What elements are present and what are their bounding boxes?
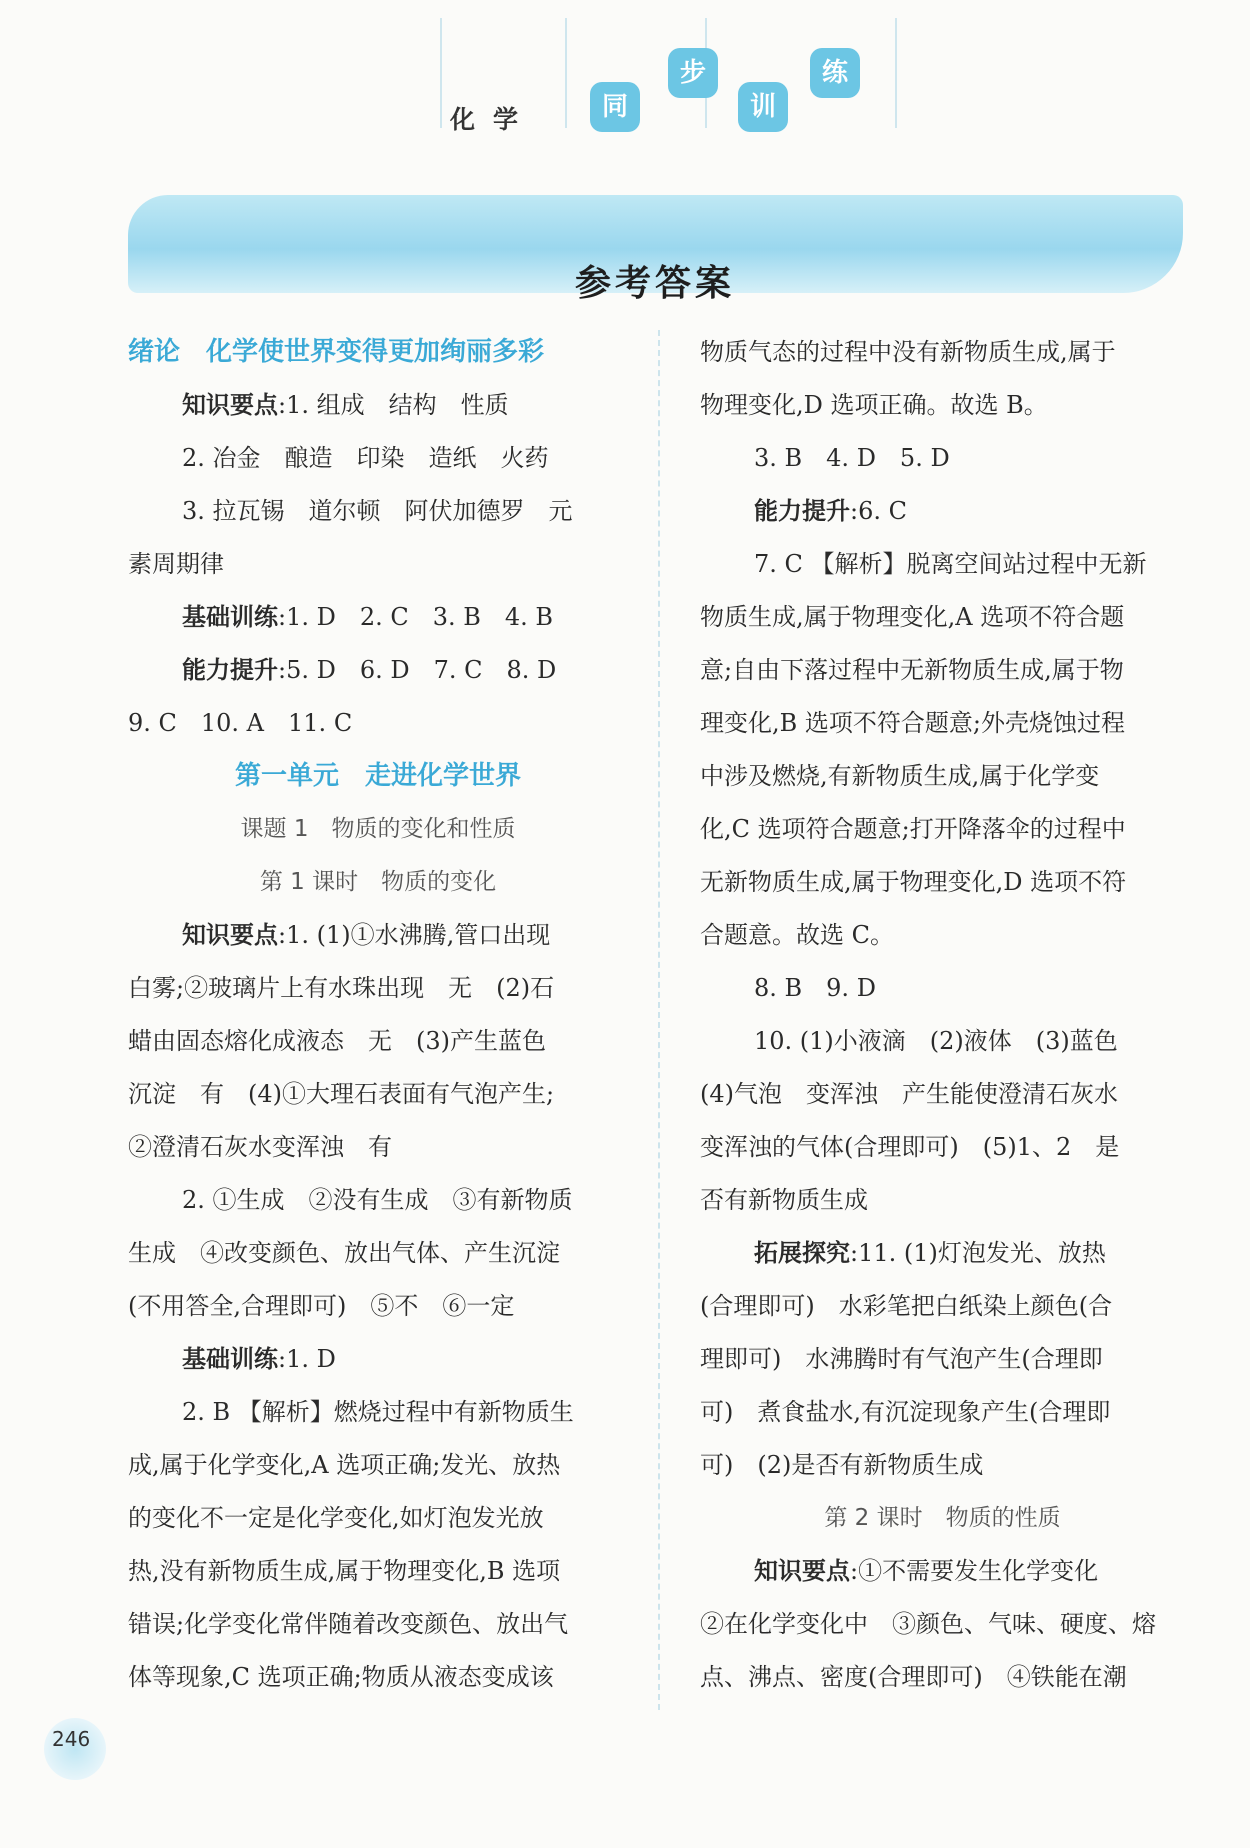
answer-line <box>128 1227 628 1280</box>
answer-line <box>700 379 1185 432</box>
answer-line <box>700 432 1185 485</box>
page-number: 246 <box>44 1718 106 1780</box>
answer-text: 错误;化学变化常伴随着改变颜色、放出气 <box>128 1610 569 1638</box>
answer-text: 物质气态的过程中没有新物质生成,属于 <box>700 338 1116 366</box>
answer-label: 基础训练 <box>182 1345 278 1373</box>
answer-text: ②在化学变化中 ③颜色、气味、硬度、熔 <box>700 1610 1156 1638</box>
answer-line <box>700 644 1185 697</box>
page-header <box>0 0 1250 165</box>
answer-text: 2. ①生成 ②没有生成 ③有新物质 <box>182 1186 573 1214</box>
header-rule <box>440 18 442 128</box>
answer-line <box>128 538 628 591</box>
header-rule <box>895 18 897 128</box>
answer-text: (合理即可) 水彩笔把白纸染上颜色(合 <box>700 1292 1113 1320</box>
answer-text: 无新物质生成,属于物理变化,D 选项不符 <box>700 868 1127 896</box>
right-column <box>700 326 1185 1704</box>
answer-text: 2. 冶金 酿造 印染 造纸 火药 <box>182 444 549 472</box>
answer-line <box>700 591 1185 644</box>
answer-line <box>700 1015 1185 1068</box>
answer-text: 的变化不一定是化学变化,如灯泡发光放 <box>128 1504 544 1532</box>
answer-text: 物质生成,属于物理变化,A 选项不符合题 <box>700 603 1125 631</box>
answer-label: 基础训练 <box>182 603 278 631</box>
answer-text: ②澄清石灰水变浑浊 有 <box>128 1133 392 1161</box>
answer-text: 第 1 课时 物质的变化 <box>259 869 497 895</box>
answer-text: 中涉及燃烧,有新物质生成,属于化学变 <box>700 762 1100 790</box>
answer-line <box>700 909 1185 962</box>
answer-line <box>128 909 628 962</box>
section-heading <box>128 326 628 379</box>
answer-text: :5. D 6. D 7. C 8. D <box>278 656 557 684</box>
answer-text: 体等现象,C 选项正确;物质从液态变成该 <box>128 1663 554 1691</box>
section-heading <box>128 750 628 803</box>
answer-text: 7. C 【解析】脱离空间站过程中无新 <box>754 550 1147 578</box>
lesson-heading <box>128 803 628 856</box>
answer-text: 绪论 化学使世界变得更加绚丽多彩 <box>128 337 545 367</box>
answer-line <box>128 591 628 644</box>
answer-label: 知识要点 <box>182 391 278 419</box>
answer-line <box>700 1227 1185 1280</box>
answer-line <box>700 1651 1185 1704</box>
answer-line <box>128 1386 628 1439</box>
answer-text: 蜡由固态熔化成液态 无 (3)产生蓝色 <box>128 1027 546 1055</box>
answer-line <box>128 1015 628 1068</box>
answer-text: 第一单元 走进化学世界 <box>234 761 521 791</box>
answer-line <box>700 1174 1185 1227</box>
answer-label: 拓展探究 <box>754 1239 850 1267</box>
answer-line <box>128 697 628 750</box>
answer-text: 第 2 课时 物质的性质 <box>824 1505 1061 1531</box>
answer-line <box>700 1386 1185 1439</box>
answer-label: 能力提升 <box>182 656 278 684</box>
answer-text: 合题意。故选 C。 <box>700 921 894 949</box>
answer-line <box>128 1280 628 1333</box>
answer-line <box>128 379 628 432</box>
series-char-badge: 步 <box>668 48 718 98</box>
answer-line <box>128 1068 628 1121</box>
answer-text: :1. (1)①水沸腾,管口出现 <box>278 921 551 949</box>
answer-line <box>128 1333 628 1386</box>
answer-text: 白雾;②玻璃片上有水珠出现 无 (2)石 <box>128 974 555 1002</box>
answer-text: 化,C 选项符合题意;打开降落伞的过程中 <box>700 815 1126 843</box>
answer-text: 生成 ④改变颜色、放出气体、产生沉淀 <box>128 1239 560 1267</box>
answer-text: :1. 组成 结构 性质 <box>278 391 509 419</box>
answer-text: 8. B 9. D <box>754 974 876 1002</box>
answer-line <box>128 1651 628 1704</box>
answer-line <box>128 1492 628 1545</box>
lesson-heading <box>128 856 628 909</box>
answer-line <box>700 750 1185 803</box>
answer-text: (4)气泡 变浑浊 产生能使澄清石灰水 <box>700 1080 1118 1108</box>
answer-text: 热,没有新物质生成,属于物理变化,B 选项 <box>128 1557 561 1585</box>
answer-line <box>700 962 1185 1015</box>
answer-line <box>128 962 628 1015</box>
answer-text: 点、沸点、密度(合理即可) ④铁能在潮 <box>700 1663 1127 1691</box>
answer-text: 9. C 10. A 11. C <box>128 709 353 737</box>
answer-text: 可) 煮食盐水,有沉淀现象产生(合理即 <box>700 1398 1111 1426</box>
answer-line <box>128 1121 628 1174</box>
answer-line <box>700 1068 1185 1121</box>
answer-line <box>700 326 1185 379</box>
answer-text: 沉淀 有 (4)①大理石表面有气泡产生; <box>128 1080 555 1108</box>
answer-line <box>700 1121 1185 1174</box>
answer-line <box>128 432 628 485</box>
answer-text: 否有新物质生成 <box>700 1186 868 1214</box>
column-divider <box>658 330 660 1710</box>
answer-text: 3. 拉瓦锡 道尔顿 阿伏加德罗 元 <box>182 497 573 525</box>
answer-text: 2. B 【解析】燃烧过程中有新物质生 <box>182 1398 574 1426</box>
answer-text: (不用答全,合理即可) ⑤不 ⑥一定 <box>128 1292 515 1320</box>
answer-line <box>128 1598 628 1651</box>
answer-text: 理变化,B 选项不符合题意;外壳烧蚀过程 <box>700 709 1125 737</box>
answer-label: 知识要点 <box>754 1557 850 1585</box>
answer-line <box>700 803 1185 856</box>
answer-line <box>700 856 1185 909</box>
lesson-heading <box>700 1492 1185 1545</box>
answer-text: :①不需要发生化学变化 <box>850 1557 1099 1585</box>
answer-line <box>700 1598 1185 1651</box>
answer-text: 课题 1 物质的变化和性质 <box>240 816 516 842</box>
answer-line <box>700 697 1185 750</box>
answer-line <box>700 538 1185 591</box>
answer-text: 3. B 4. D 5. D <box>754 444 950 472</box>
answer-text: 理即可) 水沸腾时有气泡产生(合理即 <box>700 1345 1103 1373</box>
header-rule <box>565 18 567 128</box>
answer-line <box>128 485 628 538</box>
answer-text: :1. D 2. C 3. B 4. B <box>278 603 554 631</box>
answer-line <box>128 1174 628 1227</box>
subject-label: 化学 <box>450 105 537 134</box>
answer-text: :6. C <box>850 497 907 525</box>
answer-text: 物理变化,D 选项正确。故选 B。 <box>700 391 1048 419</box>
answer-line <box>700 1439 1185 1492</box>
answer-line <box>700 1280 1185 1333</box>
answer-line <box>128 1545 628 1598</box>
answer-text: 变浑浊的气体(合理即可) (5)1、2 是 <box>700 1133 1120 1161</box>
series-char-badge: 练 <box>810 48 860 98</box>
left-column <box>128 326 628 1704</box>
answer-label: 能力提升 <box>754 497 850 525</box>
answer-text: 可) (2)是否有新物质生成 <box>700 1451 984 1479</box>
answer-text: :11. (1)灯泡发光、放热 <box>850 1239 1106 1267</box>
answer-title: 参考答案 <box>574 263 735 304</box>
answer-label: 知识要点 <box>182 921 278 949</box>
answer-text: 10. (1)小液滴 (2)液体 (3)蓝色 <box>754 1027 1118 1055</box>
answer-line <box>700 1333 1185 1386</box>
answer-text: 意;自由下落过程中无新物质生成,属于物 <box>700 656 1124 684</box>
series-char-badge: 同 <box>590 82 640 132</box>
answer-text: 成,属于化学变化,A 选项正确;发光、放热 <box>128 1451 561 1479</box>
answer-text: 素周期律 <box>128 550 224 578</box>
answer-line <box>128 644 628 697</box>
answer-line <box>128 1439 628 1492</box>
answer-line <box>700 1545 1185 1598</box>
series-char-badge: 训 <box>738 82 788 132</box>
answer-text: :1. D <box>278 1345 336 1373</box>
answer-line <box>700 485 1185 538</box>
